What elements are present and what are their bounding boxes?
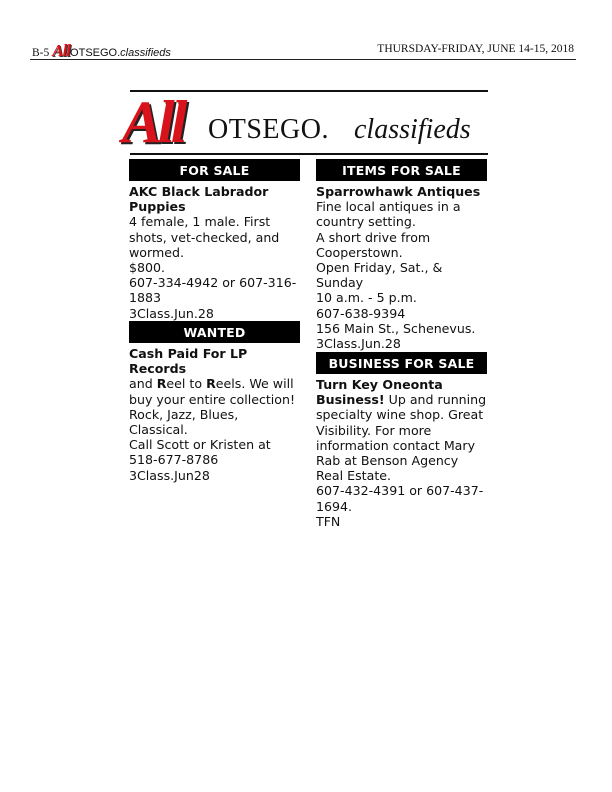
- brand-classifieds: classifieds: [120, 47, 171, 59]
- section-items-for-sale: [316, 159, 487, 351]
- ad-sparrowhawk-antiques: [316, 184, 487, 351]
- page-header-left: [32, 41, 171, 61]
- ad-headline: Sparrowhawk Antiques: [316, 184, 481, 199]
- ad-line: 607-638-9394: [316, 305, 406, 321]
- ad-body: [316, 377, 487, 483]
- masthead-otsego: OTSEGO.: [208, 114, 329, 145]
- ad-intro: [129, 376, 300, 406]
- section-wanted: [129, 321, 300, 483]
- ad-line: 3Class.Jun.28: [316, 336, 401, 352]
- ad-line: 607-334-4942 or 607-316-1883: [129, 275, 297, 306]
- ad-line: Rock, Jazz, Blues, Classical.: [129, 406, 239, 438]
- ad-intro-text: eels. We will buy your entire collection!: [129, 376, 296, 407]
- page-number: B-5: [32, 47, 50, 59]
- masthead-rule-bottom: [130, 153, 488, 155]
- section-for-sale: [129, 159, 300, 321]
- ad-line: 518-677-8786: [129, 452, 219, 468]
- ad-lp-records: [129, 346, 300, 483]
- ad-body-text: Up and running specialty wine shop. Great Visibility. For more information contact Mary Rab at Benson Agency Real Estate.: [316, 392, 487, 484]
- ad-line: 156 Main St., Schenevus.: [316, 320, 476, 336]
- ad-line: A short drive from Cooperstown.: [316, 229, 431, 260]
- brand-otsego: OTSEGO.: [70, 47, 121, 59]
- issue-date: THURSDAY-FRIDAY, JUNE 14-15, 2018: [377, 43, 574, 55]
- section-header-wanted: WANTED: [129, 321, 300, 343]
- ad-labrador-puppies: [129, 184, 300, 321]
- section-header-for-sale: FOR SALE: [129, 159, 300, 181]
- ad-intro-text: and: [129, 376, 157, 392]
- ad-line: Fine local antiques in a country setting.: [316, 199, 461, 230]
- section-header-items-for-sale: ITEMS FOR SALE: [316, 159, 487, 181]
- ad-headline: Cash Paid For LP Records: [129, 346, 248, 377]
- ad-line: Call Scott or Kristen at: [129, 437, 271, 453]
- section-business-for-sale: [316, 352, 487, 529]
- ad-intro-bold: R: [156, 376, 167, 392]
- ad-wine-shop: [316, 377, 487, 529]
- ad-headline: AKC Black Labrador Puppies: [129, 184, 269, 215]
- ad-intro-text: eel to: [166, 376, 207, 392]
- page-header: [30, 41, 576, 60]
- ad-line: 10 a.m. - 5 p.m.: [316, 290, 417, 306]
- ad-line: TFN: [316, 513, 341, 529]
- ad-line: 4 female, 1 male. First shots, vet-checked, and wormed.: [129, 214, 280, 260]
- masthead-all-logo: All: [122, 89, 184, 155]
- ad-line: 3Class.Jun.28: [129, 305, 214, 321]
- ad-line: $800.: [129, 260, 166, 276]
- ad-line: Open Friday, Sat., & Sunday: [316, 260, 443, 291]
- ad-intro-bold: R: [206, 376, 216, 392]
- brand-all-logo: All: [52, 41, 71, 60]
- ad-line: 607-432-4391 or 607-437-1694.: [316, 483, 484, 514]
- ad-line: 3Class.Jun28: [129, 467, 210, 483]
- ad-headline: Turn Key Oneonta Business!: [316, 377, 443, 408]
- masthead: [120, 89, 492, 155]
- masthead-classifieds: classifieds: [354, 114, 471, 145]
- section-header-business-for-sale: BUSINESS FOR SALE: [316, 352, 487, 374]
